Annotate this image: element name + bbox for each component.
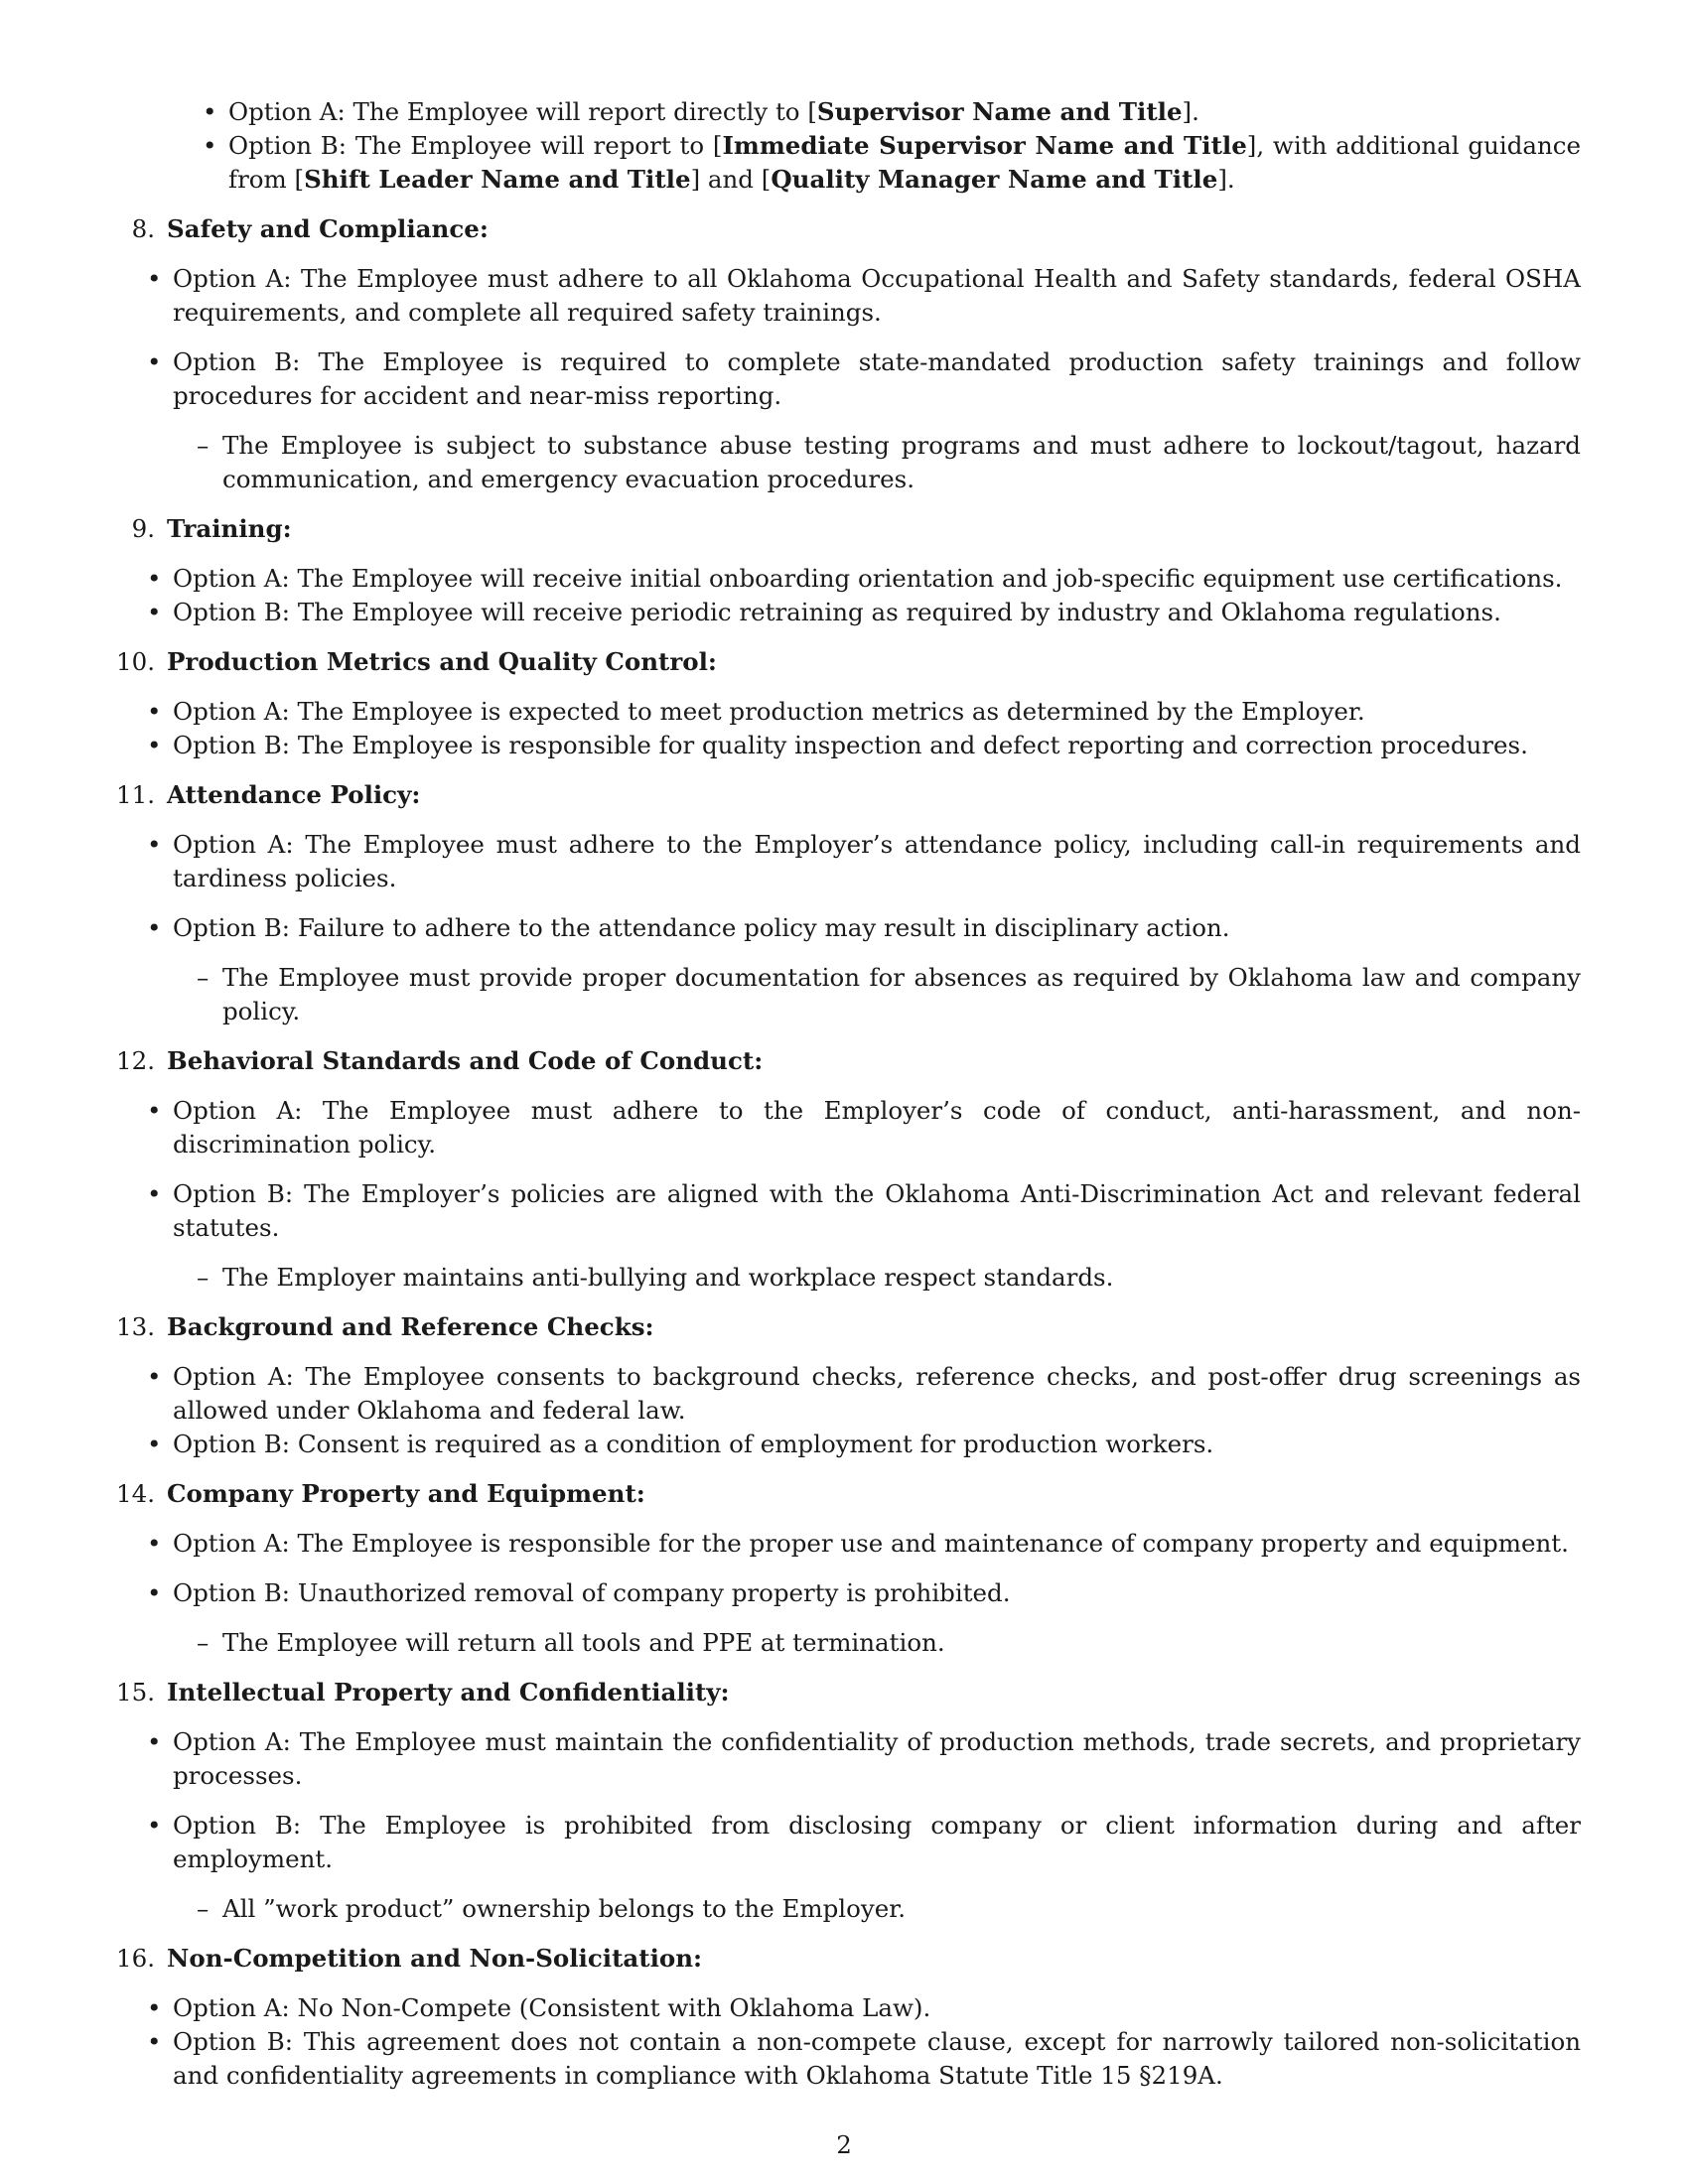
section-11 (111, 778, 1581, 1028)
option-b-text: Option B: The Employee will report to [ (228, 131, 723, 160)
bullet-icon: • (147, 1993, 162, 2022)
section-number: 9. (131, 514, 155, 543)
option-b-text: Option B: Failure to adhere to the attendance policy may result in disciplinary action. (173, 913, 1230, 942)
option-a-text: Option A: The Employee must maintain the confidentiality of production methods, trade secrets, and proprietary processes. (173, 1727, 1581, 1790)
list-item (56, 1576, 1581, 1610)
dash-icon: – (197, 431, 210, 460)
bullet-icon: • (147, 347, 162, 376)
option-list (56, 1094, 1581, 1245)
bullet-icon: • (147, 913, 162, 942)
section-list (111, 212, 1581, 2093)
list-item (111, 95, 1581, 129)
option-b-text: Option B: The Employee is required to complete state-mandated production safety trainings and follow procedures for accident and near-miss reporting. (173, 347, 1581, 410)
option-list (56, 562, 1581, 629)
section-number: 15. (116, 1678, 155, 1706)
continued-bullet-list (111, 95, 1581, 197)
section-heading (111, 1676, 1581, 1709)
sub-item (56, 1892, 1581, 1926)
list-item (56, 1177, 1581, 1245)
section-number: 11. (116, 780, 155, 809)
section-number: 14. (116, 1479, 155, 1508)
list-item (56, 562, 1581, 596)
option-b-text-and: ] and [ (690, 165, 772, 194)
section-title: Background and Reference Checks: (167, 1312, 654, 1341)
section-heading (111, 1942, 1581, 1976)
sub-item (56, 1261, 1581, 1295)
sub-item-text: The Employer maintains anti-bullying and workplace respect standards. (222, 1263, 1114, 1292)
option-b-text: Option B: The Employer’s policies are aligned with the Oklahoma Anti-Discrimination Act and relevant federal statutes. (173, 1179, 1581, 1242)
bullet-icon: • (147, 1096, 162, 1125)
bullet-icon: • (147, 264, 162, 293)
option-b-text: Option B: Unauthorized removal of company property is prohibited. (173, 1578, 1011, 1607)
supervisor-placeholder: Supervisor Name and Title (816, 97, 1183, 126)
bullet-icon: • (147, 1727, 162, 1756)
sub-item-text: The Employee will return all tools and PPE at termination. (222, 1628, 945, 1657)
list-item (56, 345, 1581, 413)
sub-item-text: The Employee must provide proper documentation for absences as required by Oklahoma law and company policy. (222, 963, 1581, 1025)
section-heading (111, 1477, 1581, 1511)
bullet-icon: • (147, 598, 162, 626)
bullet-icon: • (147, 1529, 162, 1558)
list-item (56, 1991, 1581, 2025)
section-10 (111, 645, 1581, 762)
bullet-icon: • (203, 97, 217, 126)
section-title: Attendance Policy: (167, 780, 421, 809)
bullet-icon: • (147, 830, 162, 859)
list-item (56, 911, 1581, 945)
option-b-text: Option B: The Employee is responsible for quality inspection and defect reporting and correction procedures. (173, 731, 1528, 759)
bullet-icon: • (147, 1362, 162, 1391)
option-list (56, 1527, 1581, 1610)
list-item (56, 596, 1581, 629)
bullet-icon: • (147, 697, 162, 726)
bullet-icon: • (147, 1430, 162, 1458)
option-b-text-mid: ], with additional guidance from [ (228, 131, 1581, 194)
option-list (56, 1725, 1581, 1876)
list-item (56, 2025, 1581, 2093)
sub-item (56, 429, 1581, 496)
option-a-text: Option A: The Employee will receive initial onboarding orientation and job-specific equipment use certifications. (173, 564, 1563, 593)
section-heading (111, 645, 1581, 679)
section-number: 13. (116, 1312, 155, 1341)
option-list (56, 1360, 1581, 1461)
option-a-text: Option A: The Employee consents to background checks, reference checks, and post-offer drug screenings as allowed under Oklahoma and federal law. (173, 1362, 1581, 1425)
option-a-text: Option A: The Employee must adhere to all Oklahoma Occupational Health and Safety standards, federal OSHA requirements, and complete all required safety trainings. (173, 264, 1581, 327)
option-a-text: Option A: The Employee will report directly to [ (228, 97, 817, 126)
list-item (56, 1527, 1581, 1561)
section-8 (111, 212, 1581, 496)
section-number: 16. (116, 1944, 155, 1973)
list-item (56, 1725, 1581, 1793)
section-15 (111, 1676, 1581, 1926)
section-title: Production Metrics and Quality Control: (167, 647, 717, 676)
sub-item (56, 1626, 1581, 1660)
option-b-text: Option B: The Employee is prohibited from disclosing company or client information during and after employment. (173, 1811, 1581, 1873)
bullet-icon: • (203, 131, 217, 160)
list-item (56, 1360, 1581, 1428)
list-item (56, 729, 1581, 762)
sub-item (56, 961, 1581, 1028)
list-item (56, 1809, 1581, 1876)
bullet-icon: • (147, 1578, 162, 1607)
list-item (56, 1094, 1581, 1161)
section-title: Behavioral Standards and Code of Conduct: (167, 1046, 764, 1075)
option-a-text: Option A: No Non-Compete (Consistent with Oklahoma Law). (173, 1993, 931, 2022)
dash-icon: – (197, 963, 210, 992)
section-14 (111, 1477, 1581, 1660)
section-title: Company Property and Equipment: (167, 1479, 645, 1508)
option-a-text: Option A: The Employee must adhere to the Employer’s code of conduct, anti-harassment, and non-discrimination policy. (173, 1096, 1581, 1159)
section-heading (111, 778, 1581, 812)
list-item (56, 828, 1581, 895)
option-list (56, 1991, 1581, 2093)
section-heading (111, 1310, 1581, 1344)
document-body (111, 95, 1581, 2109)
section-number: 8. (131, 214, 155, 243)
bullet-icon: • (147, 731, 162, 759)
bullet-icon: • (147, 564, 162, 593)
bullet-icon: • (147, 2027, 162, 2056)
section-heading (111, 512, 1581, 546)
list-item (111, 129, 1581, 197)
section-16 (111, 1942, 1581, 2093)
shift-leader-placeholder: Shift Leader Name and Title (304, 165, 691, 194)
dash-icon: – (197, 1263, 210, 1292)
list-item (56, 1428, 1581, 1461)
option-list (56, 695, 1581, 762)
page-number: 2 (836, 2130, 852, 2159)
section-12 (111, 1044, 1581, 1295)
option-list (56, 828, 1581, 945)
sub-item-text: All ”work product” ownership belongs to the Employer. (222, 1894, 907, 1923)
section-9 (111, 512, 1581, 629)
section-number: 10. (116, 647, 155, 676)
section-title: Training: (167, 514, 292, 543)
option-a-text: Option A: The Employee is expected to meet production metrics as determined by the Employer. (173, 697, 1365, 726)
list-item (56, 695, 1581, 729)
sub-item-text: The Employee is subject to substance abuse testing programs and must adhere to lockout/tagout, hazard communication, and emergency evacuation procedures. (222, 431, 1581, 493)
quality-manager-placeholder: Quality Manager Name and Title (771, 165, 1218, 194)
section-heading (111, 1044, 1581, 1078)
dash-icon: – (197, 1628, 210, 1657)
option-b-text: Option B: The Employee will receive periodic retraining as required by industry and Oklahoma regulations. (173, 598, 1501, 626)
option-b-text: Option B: Consent is required as a condition of employment for production workers. (173, 1430, 1214, 1458)
dash-icon: – (197, 1894, 210, 1923)
section-number: 12. (116, 1046, 155, 1075)
section-heading (111, 212, 1581, 246)
immediate-supervisor-placeholder: Immediate Supervisor Name and Title (722, 131, 1247, 160)
bullet-icon: • (147, 1179, 162, 1208)
option-a-text: Option A: The Employee must adhere to the Employer’s attendance policy, including call-in requirements and tardiness policies. (173, 830, 1581, 892)
option-b-end: ]. (1217, 165, 1235, 194)
bullet-icon: • (147, 1811, 162, 1840)
list-item (56, 262, 1581, 330)
section-title: Intellectual Property and Confidentiality: (167, 1678, 730, 1706)
option-b-text: Option B: This agreement does not contain a non-compete clause, except for narrowly tailored non-solicitation and confidentiality agreements in compliance with Oklahoma Statute Title 15 §219A. (173, 2027, 1581, 2090)
option-a-end: ]. (1182, 97, 1199, 126)
option-list (56, 262, 1581, 413)
option-a-text: Option A: The Employee is responsible for the proper use and maintenance of company property and equipment. (173, 1529, 1569, 1558)
section-title: Safety and Compliance: (167, 214, 489, 243)
section-13 (111, 1310, 1581, 1461)
section-title: Non-Competition and Non-Solicitation: (167, 1944, 703, 1973)
